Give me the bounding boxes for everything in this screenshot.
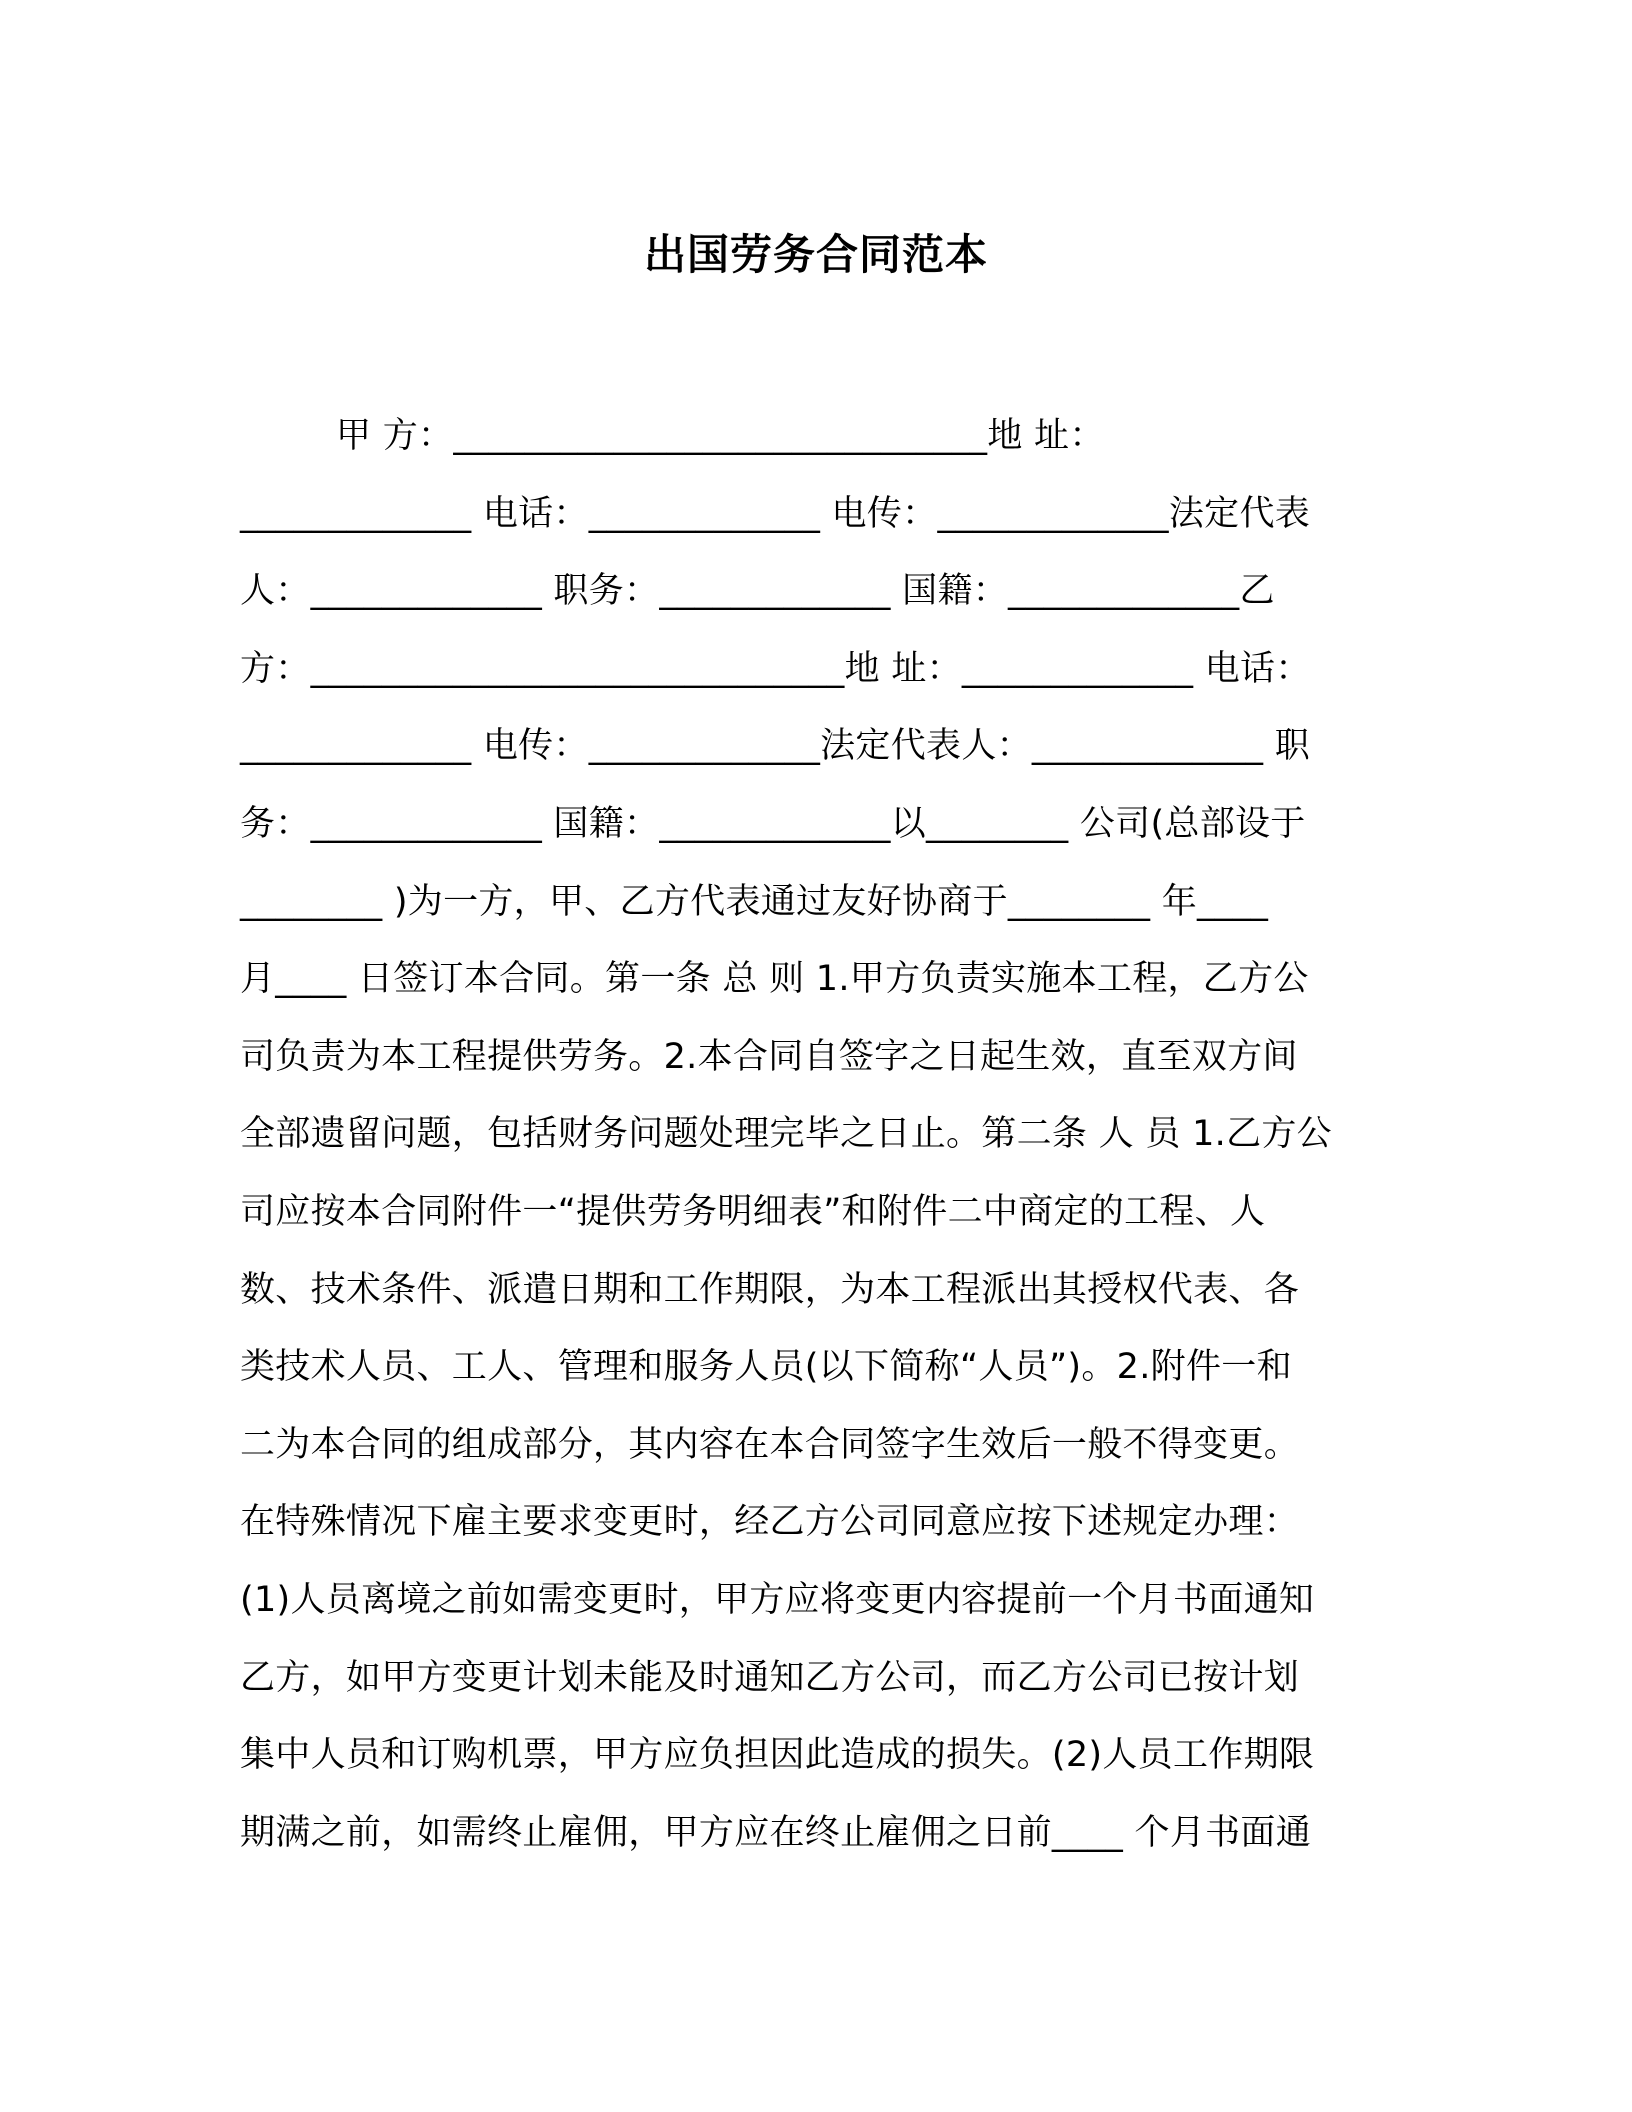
body-line: 数、技术条件、派遣日期和工作期限，为本工程派出其授权代表、各 bbox=[240, 1269, 1300, 1310]
body-line: 集中人员和订购机票，甲方应负担因此造成的损失。(2)人员工作期限 bbox=[240, 1735, 1315, 1776]
document-title: 出国劳务合同范本 bbox=[643, 230, 988, 279]
body-line: 期满之前，如需终止雇佣，甲方应在终止雇佣之日前____ 个月书面通 bbox=[240, 1812, 1312, 1853]
document-body bbox=[240, 398, 1400, 1872]
body-line: 乙方，如甲方变更计划未能及时通知乙方公司，而乙方公司已按计划 bbox=[240, 1657, 1300, 1698]
body-line: 务：_____________ 国籍：_____________以________ 公司(总部设于 bbox=[240, 803, 1306, 844]
body-line: 司应按本合同附件一“提供劳务明细表”和附件二中商定的工程、人 bbox=[240, 1191, 1266, 1232]
body-line: 人：_____________ 职务：_____________ 国籍：_____________乙 bbox=[240, 571, 1275, 612]
body-line: (1)人员离境之前如需变更时，甲方应将变更内容提前一个月书面通知 bbox=[240, 1579, 1315, 1620]
body-line: 在特殊情况下雇主要求变更时，经乙方公司同意应按下述规定办理： bbox=[240, 1502, 1300, 1543]
body-line: ________ )为一方，甲、乙方代表通过友好协商于________ 年____ bbox=[240, 881, 1269, 922]
body-line: 类技术人员、工人、管理和服务人员(以下简称“人员”)。2.附件一和 bbox=[240, 1347, 1292, 1388]
body-line: 全部遗留问题，包括财务问题处理完毕之日止。第二条 人 员 1.乙方公 bbox=[240, 1114, 1332, 1155]
body-line: _____________ 电话：_____________ 电传：_____________法定代表 bbox=[240, 493, 1311, 534]
body-line: 月____ 日签订本合同。第一条 总 则 1.甲方负责实施本工程，乙方公 bbox=[240, 959, 1309, 1000]
body-line: 甲 方：______________________________地 址： bbox=[336, 416, 1105, 456]
body-line: _____________ 电传：_____________法定代表人：_____________ 职 bbox=[240, 726, 1311, 767]
body-line: 方：______________________________地 址：_____________ 电话： bbox=[240, 648, 1311, 689]
body-line: 二为本合同的组成部分，其内容在本合同签字生效后一般不得变更。 bbox=[240, 1424, 1300, 1465]
body-line: 司负责为本工程提供劳务。2.本合同自签字之日起生效，直至双方间 bbox=[240, 1036, 1298, 1077]
